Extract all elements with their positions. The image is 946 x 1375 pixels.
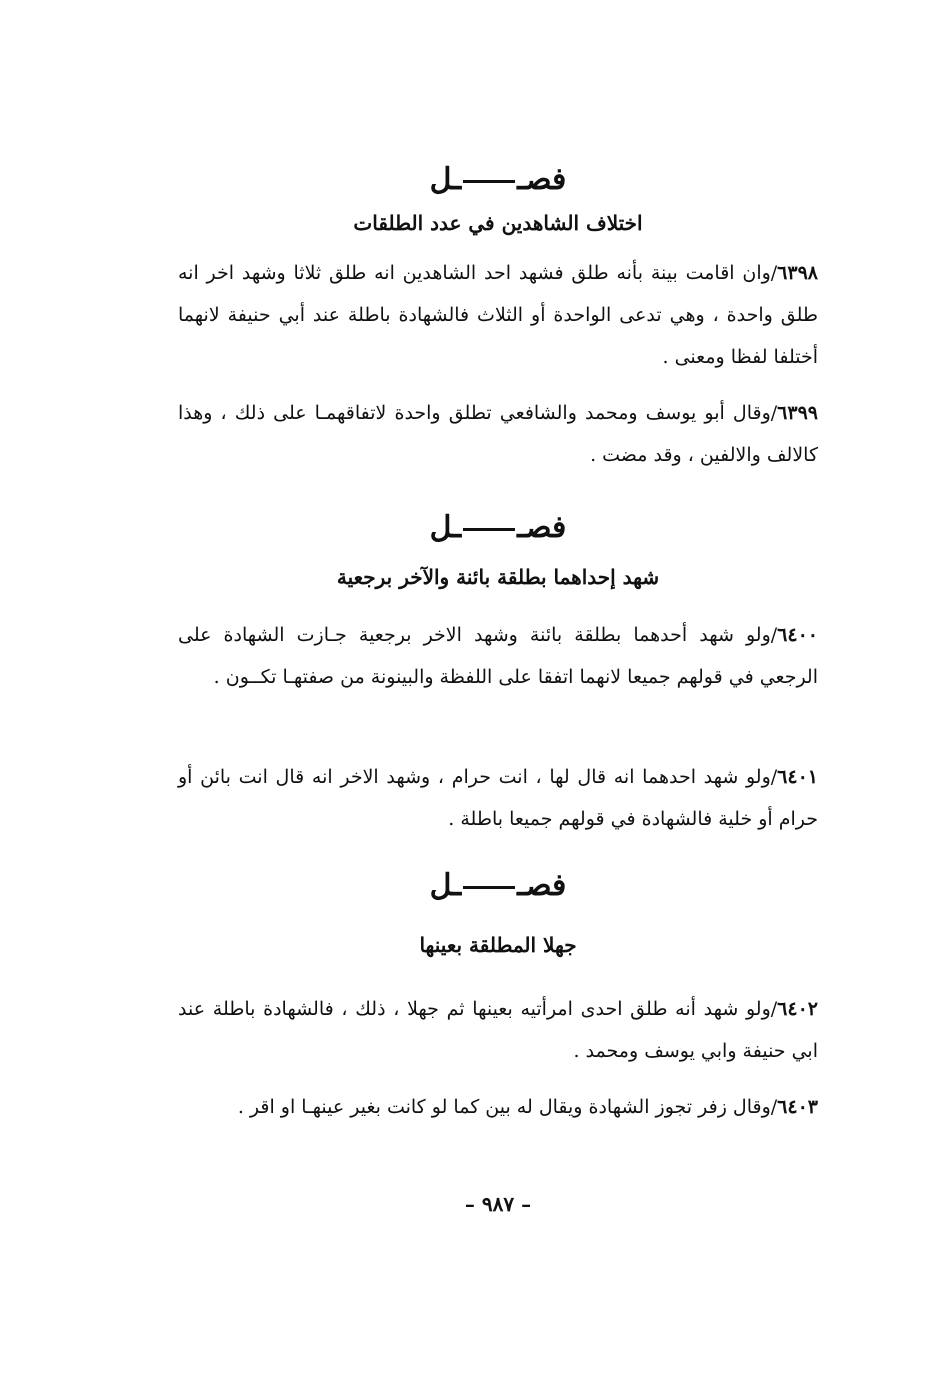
paragraph-text: /وقال أبو يوسف ومحمد والشافعي تطلق واحدة لاتفاقهمـا على ذلك ، وهذا كالالف والالفين ، وقد مضت . — [178, 402, 818, 466]
section-heading-end: ـل — [429, 510, 462, 545]
document-page — [178, 0, 818, 1375]
paragraph-text: /ولو شهد أحدهما بطلقة بائنة وشهد الاخر برجعية جـازت الشهادة على الرجعي في قولهم جميعا لانهما اتفقا على اللفظة والبينونة من صفتهـا تكــون . — [178, 624, 818, 688]
section-heading-start: فصـ — [517, 162, 567, 197]
paragraph-text: /ولو شهد احدهما انه قال لها ، انت حرام ، وشهد الاخر انه قال انت بائن أو حرام أو خلية فالشهادة في قولهم جميعا باطلة . — [178, 766, 818, 830]
paragraph — [178, 614, 818, 698]
paragraph — [178, 392, 818, 476]
section-heading — [178, 160, 818, 200]
paragraph-number: ٦٣٩٩ — [777, 402, 818, 424]
section-heading-end: ـل — [429, 868, 462, 903]
paragraph-text: /وان اقامت بينة بأنه طلق فشهد احد الشاهدين انه طلق ثلاثا وشهد اخر انه طلق واحدة ، وهي تدعى الواحدة أو الثلاث فالشهادة باطلة عند أبي حنيفة لانهما أختلفا لفظا ومعنى . — [178, 262, 818, 368]
paragraph-number: ٦٤٠٢ — [777, 998, 818, 1020]
section-heading — [178, 866, 818, 906]
section-heading-start: فصـ — [517, 510, 567, 545]
paragraph-text: /وقال زفر تجوز الشهادة ويقال له بين كما لو كانت بغير عينهـا او اقر . — [237, 1096, 778, 1118]
paragraph-number: ٦٤٠٣ — [777, 1096, 818, 1118]
paragraph — [178, 988, 818, 1072]
section-subtitle: اختلاف الشاهدين في عدد الطلقات — [353, 211, 643, 235]
section-subtitle: شهد إحداهما بطلقة بائنة والآخر برجعية — [336, 565, 660, 589]
section-heading — [178, 508, 818, 548]
heading-kashida-line — [463, 886, 515, 889]
heading-kashida-line — [463, 528, 515, 531]
page-number: – ٩٨٧ – — [464, 1192, 532, 1216]
section-subtitle: جهلا المطلقة بعينها — [419, 933, 577, 957]
paragraph — [178, 1086, 818, 1128]
paragraph — [178, 756, 818, 840]
paragraph-number: ٦٤٠٠ — [777, 624, 818, 646]
paragraph — [178, 252, 818, 378]
paragraph-number: ٦٣٩٨ — [777, 262, 818, 284]
heading-kashida-line — [463, 180, 515, 183]
section-heading-end: ـل — [429, 162, 462, 197]
paragraph-number: ٦٤٠١ — [777, 766, 818, 788]
paragraph-text: /ولو شهد أنه طلق احدى امرأتيه بعينها ثم جهلا ، ذلك ، فالشهادة باطلة عند ابي حنيفة وابي يوسف ومحمد . — [178, 998, 818, 1062]
section-heading-start: فصـ — [517, 868, 567, 903]
